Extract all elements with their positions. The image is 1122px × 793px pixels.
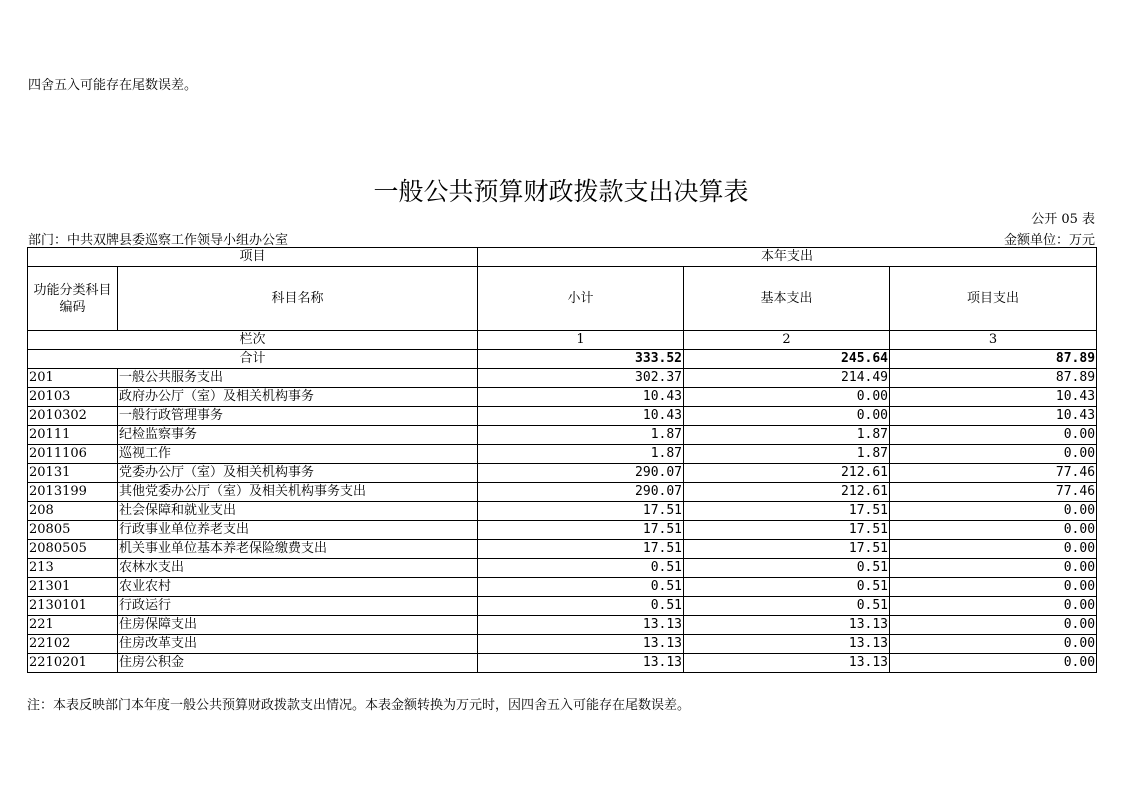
row-subject-name: 一般公共服务支出	[118, 369, 478, 388]
page-title: 一般公共预算财政拨款支出决算表	[373, 177, 749, 206]
header-subtotal: 小计	[478, 267, 684, 331]
row-code: 2011106	[28, 445, 118, 464]
row-code: 20103	[28, 388, 118, 407]
table-row	[28, 578, 1097, 597]
table-row	[28, 597, 1097, 616]
row-subject-name: 机关事业单位基本养老保险缴费支出	[118, 540, 478, 559]
row-subject-name: 行政事业单位养老支出	[118, 521, 478, 540]
top-note: 四舍五入可能存在尾数误差。	[28, 78, 198, 93]
table-row	[28, 559, 1097, 578]
row-basic: 1.87	[684, 445, 890, 464]
unit-label: 金额单位：万元	[1003, 233, 1095, 248]
row-code: 2210201	[28, 654, 118, 673]
row-code: 2080505	[28, 540, 118, 559]
row-subject-name: 政府办公厅（室）及相关机构事务	[118, 388, 478, 407]
row-basic: 0.51	[684, 597, 890, 616]
row-subtotal: 10.43	[478, 407, 684, 426]
row-project: 10.43	[890, 407, 1097, 426]
row-basic: 214.49	[684, 369, 890, 388]
row-subject-name: 巡视工作	[118, 445, 478, 464]
row-code: 221	[28, 616, 118, 635]
row-subtotal: 17.51	[478, 502, 684, 521]
table-row	[28, 616, 1097, 635]
row-subject-name: 行政运行	[118, 597, 478, 616]
row-project: 87.89	[890, 369, 1097, 388]
row-subject-name: 住房改革支出	[118, 635, 478, 654]
row-basic: 0.00	[684, 388, 890, 407]
row-subject-name: 一般行政管理事务	[118, 407, 478, 426]
row-subtotal: 10.43	[478, 388, 684, 407]
row-basic: 212.61	[684, 483, 890, 502]
footer-note: 注：本表反映部门本年度一般公共预算财政拨款支出情况。本表金额转换为万元时，因四舍五入可能存在尾数误差。	[27, 698, 691, 713]
row-subject-name: 农林水支出	[118, 559, 478, 578]
row-basic: 0.00	[684, 407, 890, 426]
row-subtotal: 13.13	[478, 616, 684, 635]
header-project: 项目	[28, 248, 478, 267]
column-index-1: 1	[478, 331, 684, 350]
table-row	[28, 407, 1097, 426]
row-project: 0.00	[890, 597, 1097, 616]
row-subtotal: 17.51	[478, 540, 684, 559]
row-basic: 17.51	[684, 502, 890, 521]
row-subject-name: 住房保障支出	[118, 616, 478, 635]
total-label: 合计	[28, 350, 478, 369]
table-row	[28, 426, 1097, 445]
table-row	[28, 369, 1097, 388]
table-row	[28, 464, 1097, 483]
column-index-2: 2	[684, 331, 890, 350]
row-subject-name: 农业农村	[118, 578, 478, 597]
table-row	[28, 483, 1097, 502]
header-subject-name: 科目名称	[118, 267, 478, 331]
row-subtotal: 0.51	[478, 559, 684, 578]
row-code: 213	[28, 559, 118, 578]
row-basic: 13.13	[684, 616, 890, 635]
table-row	[28, 445, 1097, 464]
department-label: 部门：中共双牌县委巡察工作领导小组办公室	[28, 233, 289, 248]
row-code: 201	[28, 369, 118, 388]
table-row	[28, 521, 1097, 540]
row-project: 0.00	[890, 616, 1097, 635]
header-row-1	[28, 248, 1097, 267]
table-row	[28, 635, 1097, 654]
row-code: 20805	[28, 521, 118, 540]
row-subject-name: 纪检监察事务	[118, 426, 478, 445]
row-project: 77.46	[890, 483, 1097, 502]
row-subtotal: 302.37	[478, 369, 684, 388]
row-subtotal: 0.51	[478, 597, 684, 616]
row-subtotal: 13.13	[478, 654, 684, 673]
row-subtotal: 0.51	[478, 578, 684, 597]
row-code: 21301	[28, 578, 118, 597]
row-subject-name: 其他党委办公厅（室）及相关机构事务支出	[118, 483, 478, 502]
row-basic: 13.13	[684, 654, 890, 673]
header-project-exp: 项目支出	[890, 267, 1097, 331]
table-row	[28, 540, 1097, 559]
header-row-2	[28, 267, 1097, 331]
row-basic: 13.13	[684, 635, 890, 654]
table-row	[28, 654, 1097, 673]
row-subtotal: 1.87	[478, 426, 684, 445]
row-project: 0.00	[890, 502, 1097, 521]
row-subject-name: 党委办公厅（室）及相关机构事务	[118, 464, 478, 483]
header-func-code: 功能分类科目编码	[28, 267, 118, 331]
budget-table	[27, 247, 1097, 673]
row-project: 0.00	[890, 654, 1097, 673]
row-code: 20131	[28, 464, 118, 483]
row-project: 0.00	[890, 635, 1097, 654]
row-subtotal: 13.13	[478, 635, 684, 654]
row-project: 0.00	[890, 559, 1097, 578]
row-code: 2010302	[28, 407, 118, 426]
row-basic: 17.51	[684, 540, 890, 559]
row-project: 10.43	[890, 388, 1097, 407]
table-row	[28, 388, 1097, 407]
row-code: 208	[28, 502, 118, 521]
row-basic: 212.61	[684, 464, 890, 483]
total-row	[28, 350, 1097, 369]
row-code: 2013199	[28, 483, 118, 502]
table-row	[28, 502, 1097, 521]
row-project: 0.00	[890, 521, 1097, 540]
row-subject-name: 住房公积金	[118, 654, 478, 673]
column-index-label: 栏次	[28, 331, 478, 350]
column-index-row	[28, 331, 1097, 350]
row-subtotal: 1.87	[478, 445, 684, 464]
row-project: 0.00	[890, 426, 1097, 445]
row-code: 22102	[28, 635, 118, 654]
row-basic: 0.51	[684, 559, 890, 578]
row-subtotal: 17.51	[478, 521, 684, 540]
row-basic: 17.51	[684, 521, 890, 540]
row-project: 0.00	[890, 578, 1097, 597]
row-code: 20111	[28, 426, 118, 445]
total-basic: 245.64	[684, 350, 890, 369]
row-code: 2130101	[28, 597, 118, 616]
header-basic: 基本支出	[684, 267, 890, 331]
row-subtotal: 290.07	[478, 464, 684, 483]
row-subject-name: 社会保障和就业支出	[118, 502, 478, 521]
total-project: 87.89	[890, 350, 1097, 369]
row-subtotal: 290.07	[478, 483, 684, 502]
row-basic: 1.87	[684, 426, 890, 445]
row-project: 0.00	[890, 445, 1097, 464]
header-current-year: 本年支出	[478, 248, 1097, 267]
form-code: 公开 05 表	[1031, 212, 1095, 227]
row-project: 0.00	[890, 540, 1097, 559]
row-project: 77.46	[890, 464, 1097, 483]
row-basic: 0.51	[684, 578, 890, 597]
total-subtotal: 333.52	[478, 350, 684, 369]
column-index-3: 3	[890, 331, 1097, 350]
